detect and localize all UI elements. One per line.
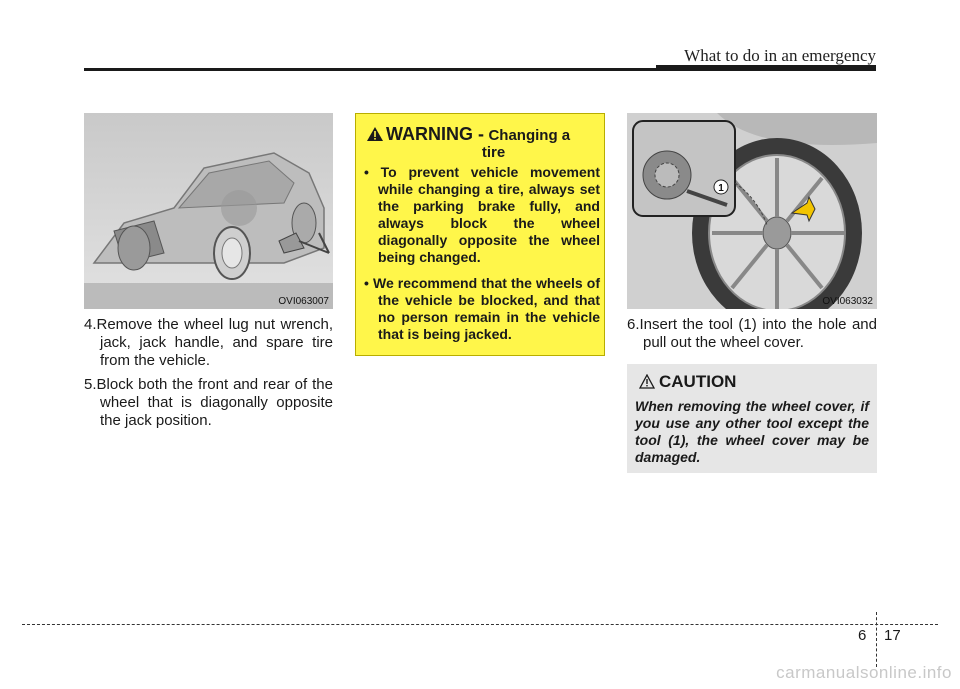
step-4: 4.Remove the wheel lug nut wrench, jack, jack handle, and spare tire from the vehicle. bbox=[84, 316, 333, 369]
page-number: 17 bbox=[884, 627, 901, 644]
warning-label: WARNING - bbox=[386, 124, 484, 144]
caution-title: CAUTION bbox=[659, 372, 737, 391]
page-divider bbox=[876, 612, 877, 667]
footer-rule bbox=[22, 624, 938, 625]
wheel-cover-figure bbox=[627, 113, 877, 309]
warning-bullet-text: We recommend that the wheels of the vehicle be blocked, and that no person remain in the vehicle that is being jacked. bbox=[372, 275, 601, 342]
bullet-symbol: • bbox=[364, 164, 369, 180]
watermark: carmanualsonline.info bbox=[776, 663, 952, 682]
warning-subject-line2: tire bbox=[481, 144, 506, 161]
left-column-text bbox=[84, 316, 333, 436]
callout-number: 1 bbox=[718, 183, 724, 194]
header-rule bbox=[84, 68, 876, 71]
warning-heading bbox=[386, 124, 601, 161]
warning-bullet-text: To prevent vehicle movement while changing a tire, always set the parking brake fully, and always block the wheel diagonally opposite the wheel being changed. bbox=[378, 164, 601, 265]
warning-bullet bbox=[364, 164, 600, 266]
car-illustration bbox=[84, 113, 333, 309]
warning-triangle-icon bbox=[366, 126, 384, 142]
caution-triangle-icon bbox=[639, 374, 655, 389]
right-column-text bbox=[627, 316, 877, 358]
caution-box bbox=[627, 364, 877, 473]
warning-subject-line1: Changing a bbox=[488, 127, 571, 144]
step-6: 6.Insert the tool (1) into the hole and pull out the wheel cover. bbox=[627, 316, 877, 351]
bullet-symbol: • bbox=[364, 275, 369, 291]
car-jack-figure bbox=[84, 113, 333, 309]
caution-heading bbox=[639, 372, 736, 392]
section-number: 6 bbox=[858, 627, 867, 644]
warning-bullet bbox=[364, 275, 600, 343]
page-header-title: What to do in an emergency bbox=[684, 46, 876, 65]
figure-code: OVI063032 bbox=[822, 296, 873, 307]
wheel-illustration bbox=[627, 113, 877, 309]
warning-list bbox=[364, 164, 600, 352]
caution-text: When removing the wheel cover, if you use any other tool except the tool (1), the wheel cover may be damaged. bbox=[635, 398, 869, 465]
figure-code: OVI063007 bbox=[278, 296, 329, 307]
step-5: 5.Block both the front and rear of the wheel that is diagonally opposite the jack position. bbox=[84, 376, 333, 429]
warning-box bbox=[355, 113, 605, 356]
